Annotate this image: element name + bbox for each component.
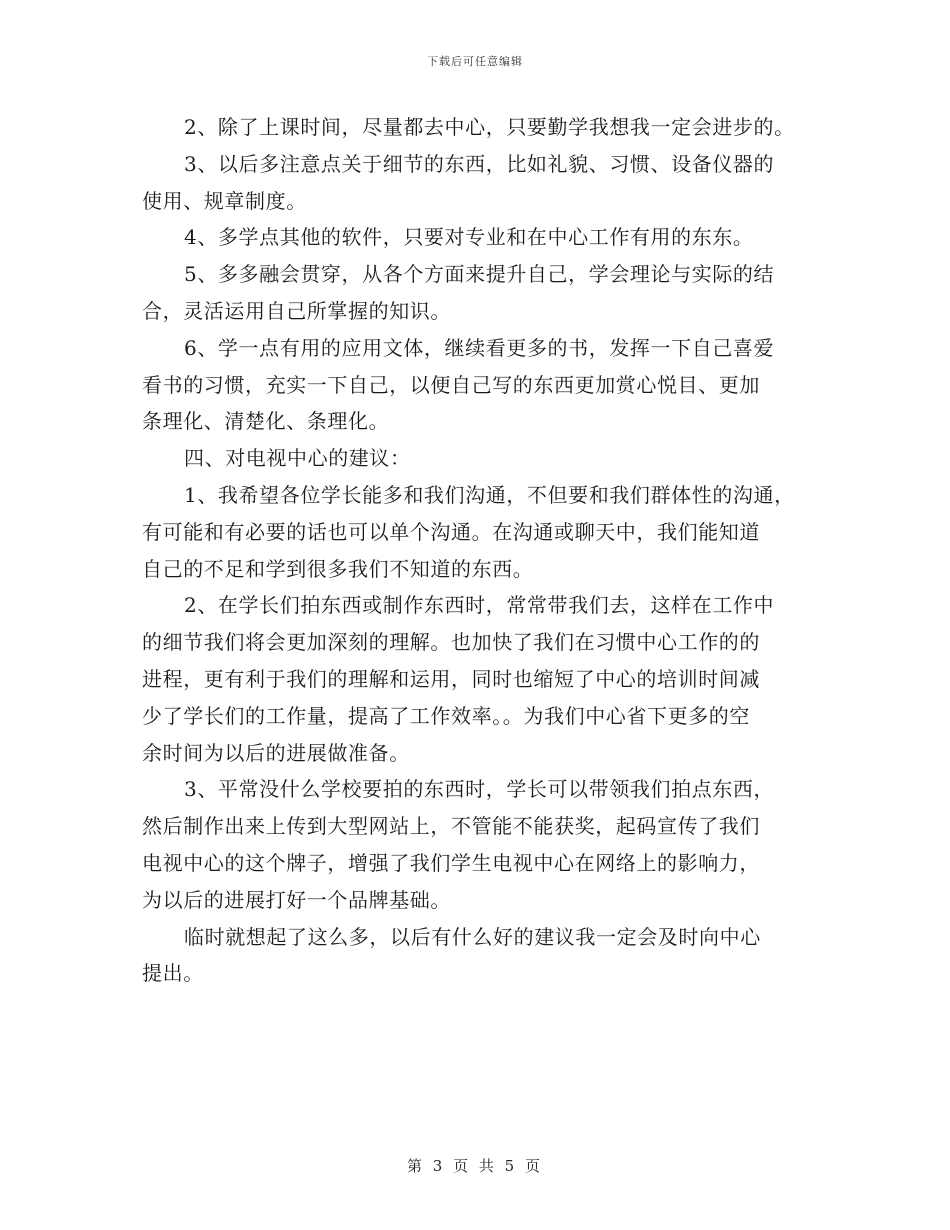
text-line: 临时就想起了这么多，以后有什么好的建议我一定会及时向中心 [184,924,761,949]
text-line: 6、学一点有用的应用文体，继续看更多的书，发挥一下自己喜爱 [184,335,775,360]
text-line: 为以后的进展打好一个品牌基础。 [142,887,451,912]
text-line: 3、平常没什么学校要拍的东西时，学长可以带领我们拍点东西， [184,777,775,802]
text-line: 3、以后多注意点关于细节的东西，比如礼貌、习惯、设备仪器的 [184,151,775,176]
text-line: 四、对电视中心的建议： [184,446,411,471]
text-line: 看书的习惯，充实一下自己，以便自己写的东西更加赏心悦目、更加 [142,372,760,397]
text-line: 然后制作出来上传到大型网站上，不管能不能获奖，起码宣传了我们 [142,814,760,839]
text-line: 自己的不足和学到很多我们不知道的东西。 [142,556,534,581]
text-line: 提出。 [142,961,204,986]
text-line: 进程，更有利于我们的理解和运用，同时也缩短了中心的培训时间减 [142,666,760,691]
text-line: 使用、规章制度。 [142,188,307,213]
text-line: 2、除了上课时间，尽量都去中心，只要勤学我想我一定会进步的。 [184,115,795,139]
text-line: 电视中心的这个牌子，增强了我们学生电视中心在网络上的影响力， [142,850,760,875]
text-line: 合，灵活运用自己所掌握的知识。 [142,298,451,323]
text-line: 少了学长们的工作量，提高了工作效率。。为我们中心省下更多的空 [142,703,750,728]
text-line: 有可能和有必要的话也可以单个沟通。在沟通或聊天中，我们能知道 [142,519,760,544]
text-line: 1、我希望各位学长能多和我们沟通，不但要和我们群体性的沟通， [184,482,795,507]
text-line: 5、多多融会贯穿，从各个方面来提升自己，学会理论与实际的结 [184,262,775,287]
text-line: 余时间为以后的进展做准备。 [142,740,410,765]
page-header: 下载后可任意编辑 [427,55,523,68]
text-line: 2、在学长们拍东西或制作东西时，常常带我们去，这样在工作中 [184,593,775,618]
text-line: 4、多学点其他的软件，只要对专业和在中心工作有用的东东。 [184,225,754,250]
document-body [142,112,832,995]
text-line: 的细节我们将会更加深刻的理解。也加快了我们在习惯中心工作的的 [142,630,760,655]
page-footer: 第 3 页 共 5 页 [407,1157,543,1175]
text-line: 条理化、清楚化、条理化。 [142,409,390,434]
